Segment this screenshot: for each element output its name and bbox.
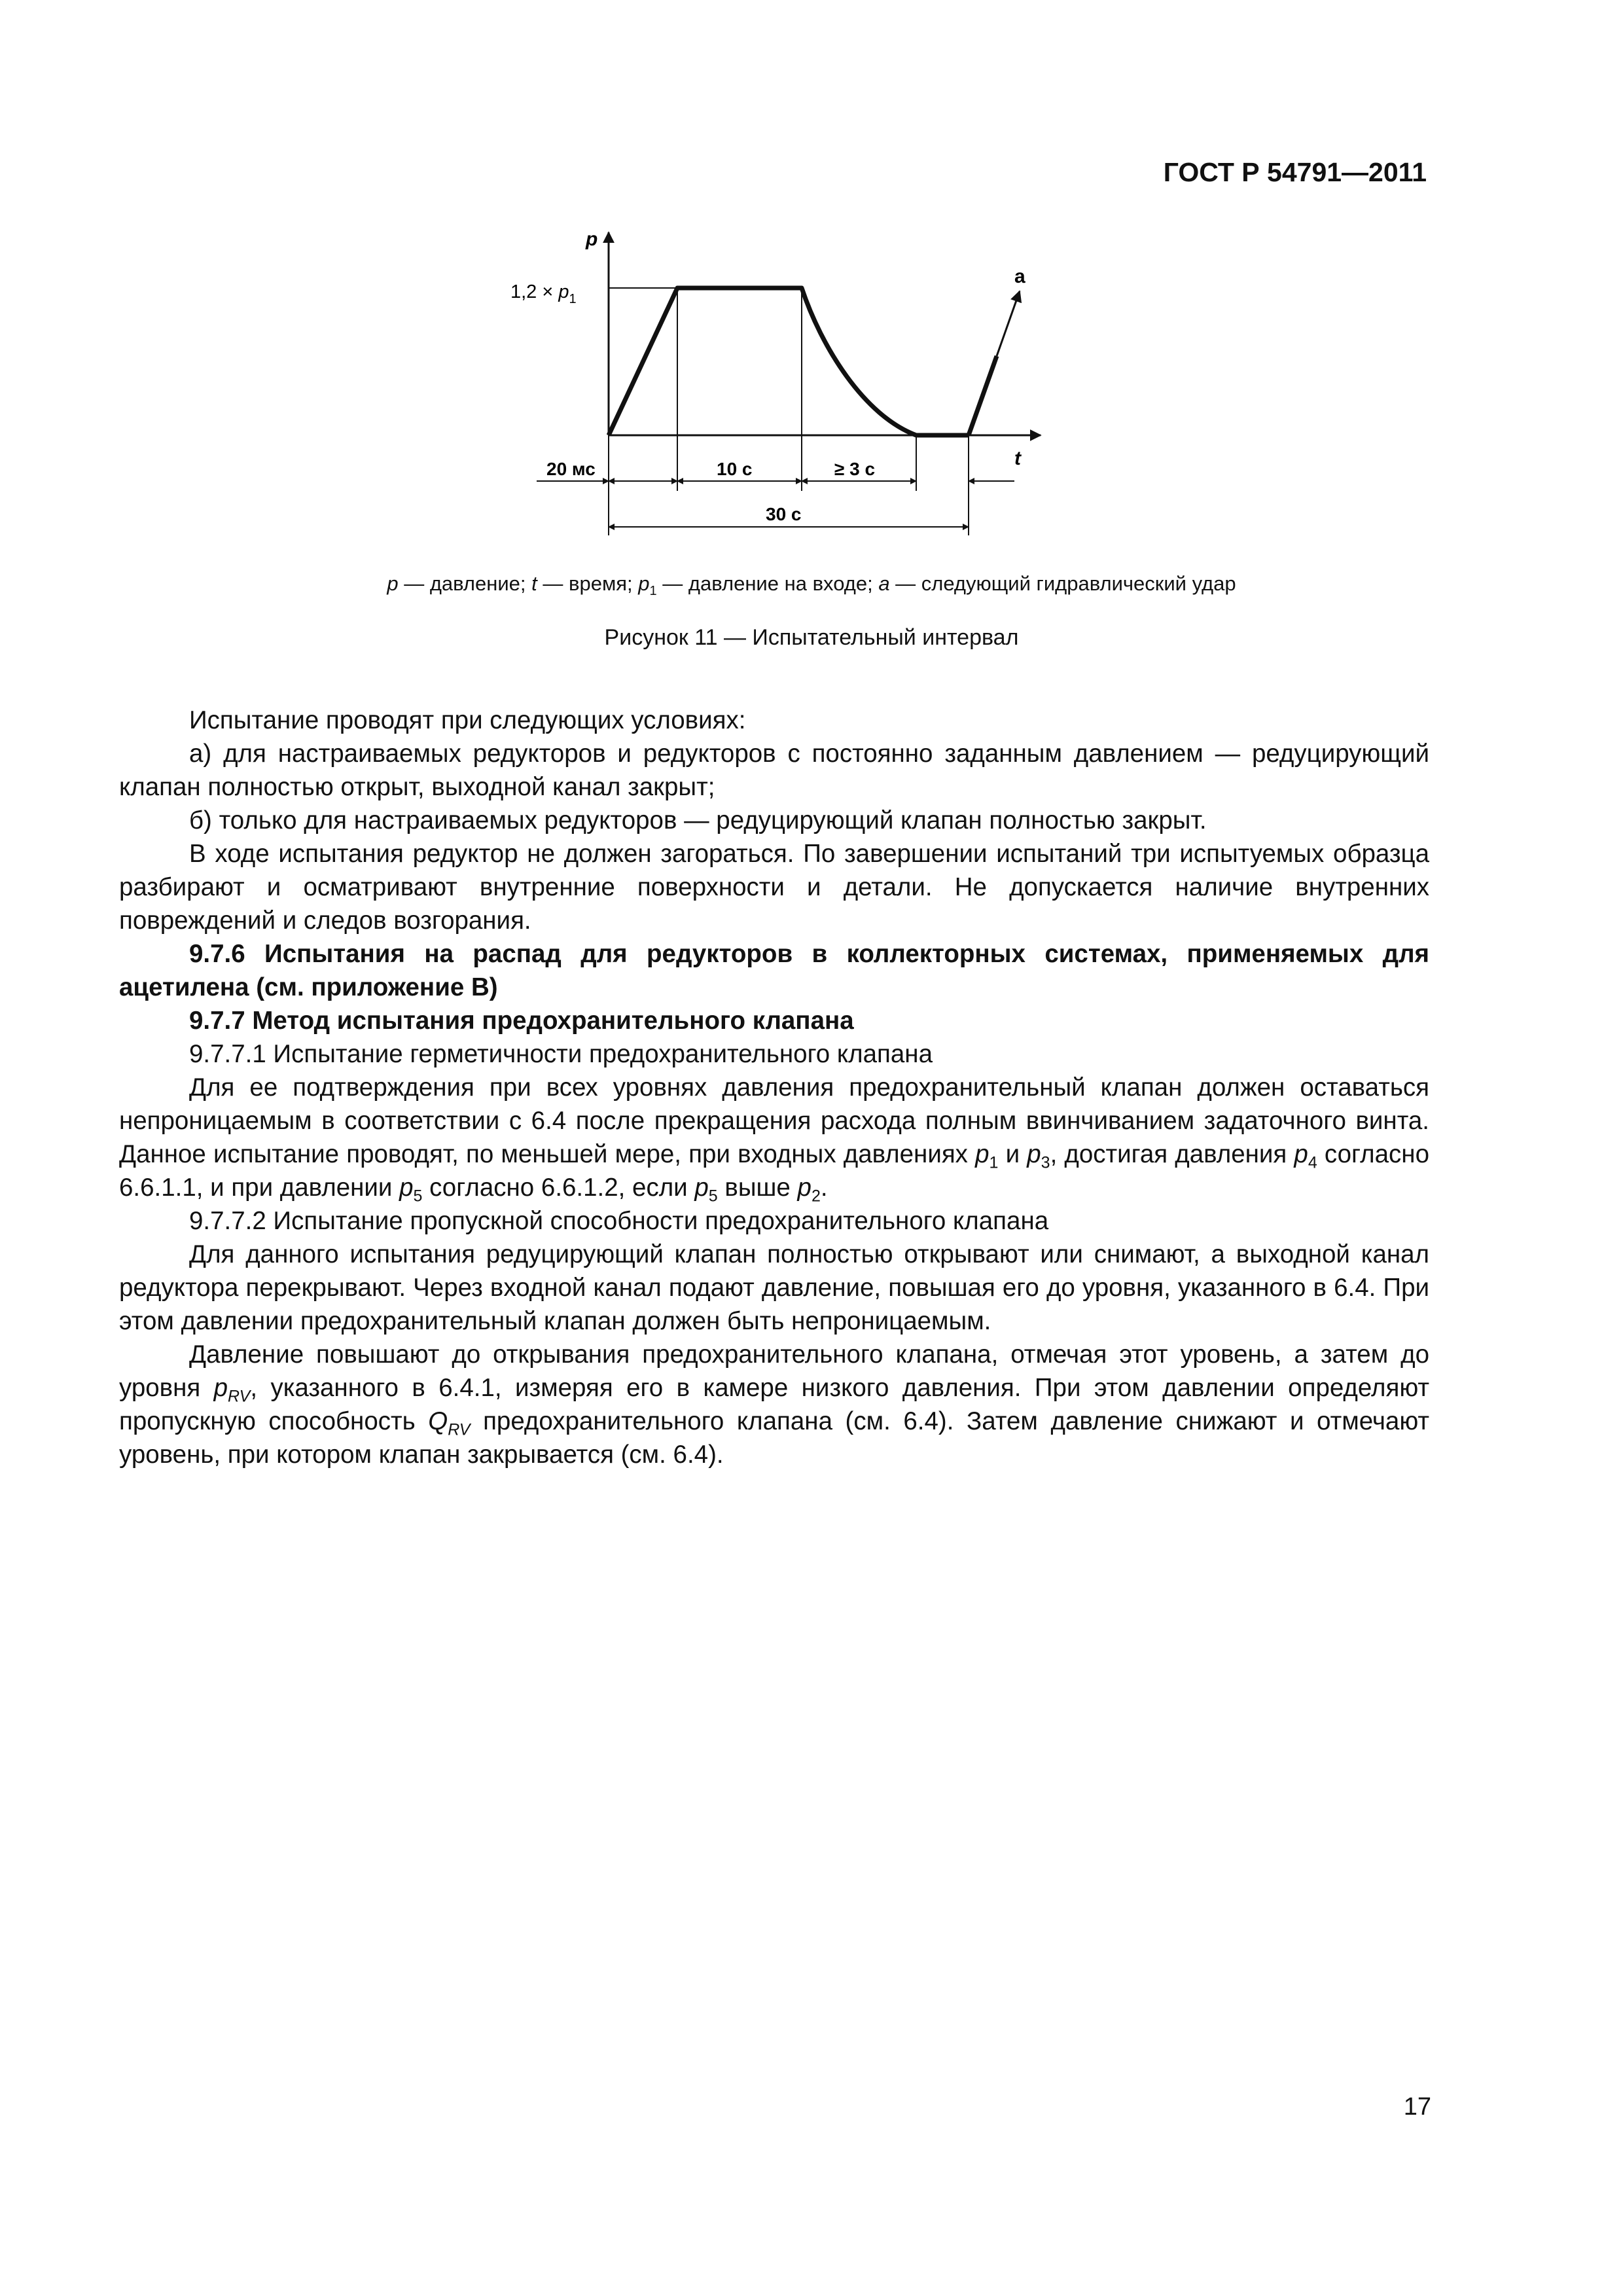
- x-axis-label: t: [1014, 448, 1021, 469]
- section-heading-9-7-6: 9.7.6 Испытания на распад для редукторов в коллекторных системах, применяемых для ацетилена (см. приложение В): [119, 940, 1429, 1001]
- paragraph: б) только для настраиваемых редукторов — редуцирующий клапан полностью закрыт.: [189, 806, 1207, 834]
- dim-decay-label: ≥ 3 с: [834, 459, 876, 479]
- next-shock-line: [969, 356, 997, 435]
- page-number: 17: [1403, 2093, 1431, 2121]
- next-shock-label: a: [1014, 266, 1026, 287]
- dim-hold-label: 10 с: [717, 459, 753, 479]
- paragraph: Испытание проводят при следующих условиях:: [189, 706, 746, 734]
- peak-pressure-label: $1,2 \times p_1$: [510, 281, 577, 306]
- pressure-curve: [609, 288, 969, 435]
- test-interval-diagram: [497, 216, 1060, 543]
- figure-caption: Рисунок 11 — Испытательный интервал: [604, 625, 1019, 650]
- paragraph: Давление повышают до открывания предохранительного клапана, отмечая этот уровень, а затем до уровня $p_{RV}$, указанного в 6.4.1, измеряя его в камере низкого давления. При этом давлении определяют пропускную способность $Q_{RV}$ предохранительного клапана (см. 6.4). Затем давление снижают и отмечают уровень, при котором клапан закрывается (см. 6.4).: [119, 1340, 1429, 1469]
- dim-total-label: 30 с: [766, 504, 802, 524]
- paragraph: а) для настраиваемых редукторов и редукторов с постоянно заданным давлением — редуцирующий клапан полностью открыт, выходной канал закрыт;: [119, 740, 1429, 801]
- document-id: ГОСТ Р 54791—2011: [1163, 157, 1427, 187]
- subsection-heading-9-7-7-2: 9.7.7.2 Испытание пропускной способности предохранительного клапана: [189, 1207, 1049, 1235]
- paragraph: Для ее подтверждения при всех уровнях давления предохранительный клапан должен оставаться непроницаемым в соответствии с 6.4 после прекращения расхода полным ввинчиванием задаточного винта. Данное испытание проводят, по меньшей мере, при входных давлениях $p_1$ и $p_3$, достигая давления $p_4$ согласно 6.6.1.1, и при давлении $p_5$ согласно 6.6.1.2, если $p_5$ выше $p_2$.: [119, 1073, 1429, 1206]
- figure-legend: p — давление; t — время; $p_1$ — давление на входе; a — следующий гидравлический удар: [387, 572, 1236, 599]
- paragraph: Для данного испытания редуцирующий клапан полностью открывают или снимают, а выходной канал редуктора перекрывают. Через входной канал подают давление, повышая его до уровня, указанного в 6.4. При этом давлении предохранительный клапан должен быть непроницаемым.: [119, 1240, 1429, 1335]
- dim-rise-label: 20 мс: [546, 459, 596, 479]
- section-heading-9-7-7: 9.7.7 Метод испытания предохранительного клапана: [189, 1007, 854, 1035]
- y-axis-label: p: [586, 228, 598, 250]
- next-shock-arrow: [997, 291, 1020, 356]
- paragraph: В ходе испытания редуктор не должен загораться. По завершении испытаний три испытуемых образца разбирают и осматривают внутренние поверхности и детали. Не допускается наличие внутренних повреждений и следов возгорания.: [119, 840, 1429, 935]
- body-text: [119, 704, 1429, 1471]
- subsection-heading-9-7-7-1: 9.7.7.1 Испытание герметичности предохранительного клапана: [189, 1040, 933, 1068]
